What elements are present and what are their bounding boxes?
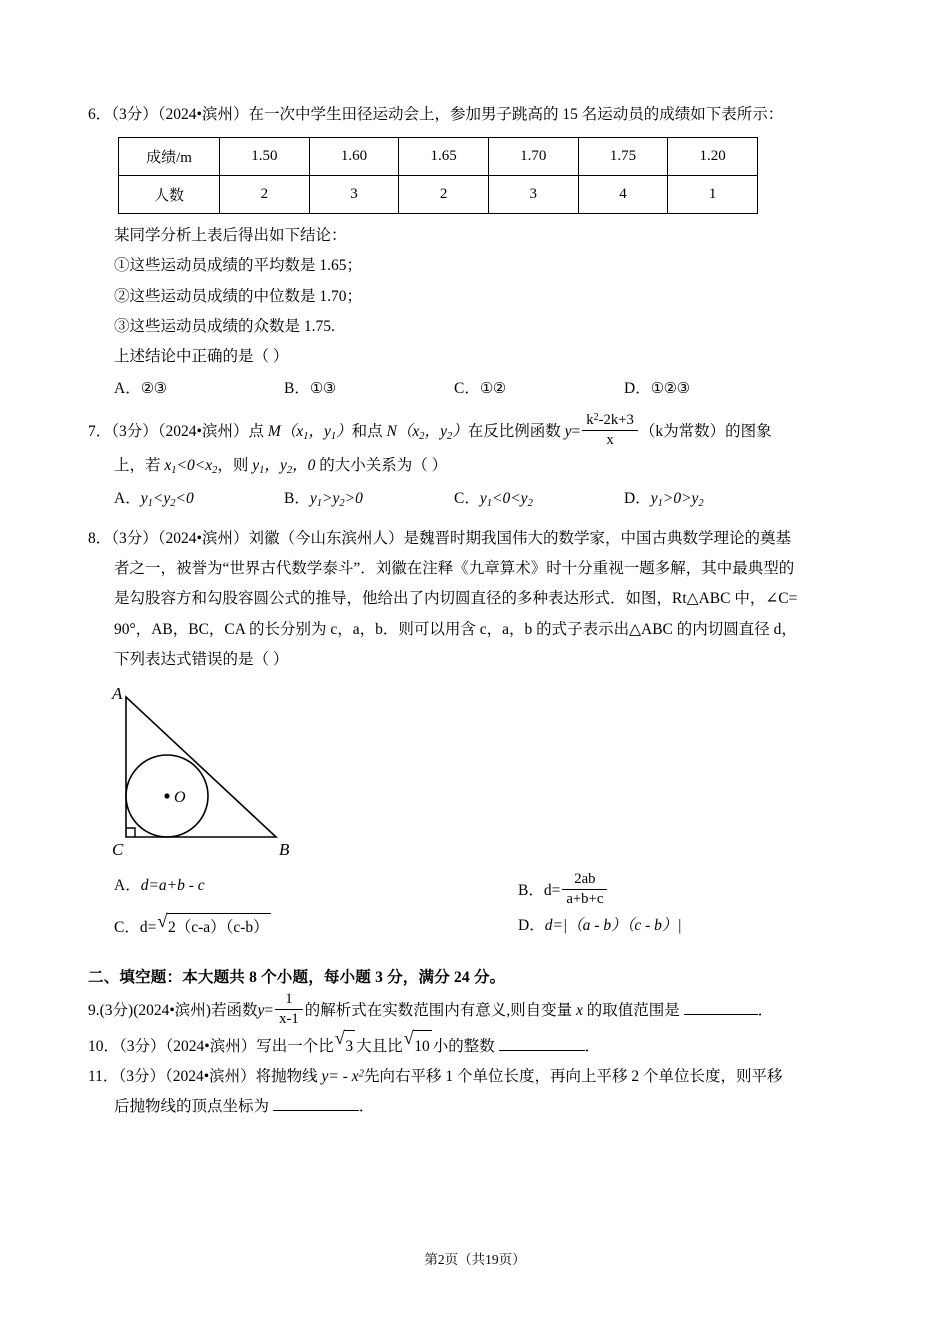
q10-radical-2: [404, 1030, 432, 1062]
q6-option-c-text: ①②: [479, 381, 506, 398]
q6-option-c[interactable]: [454, 376, 506, 398]
q7-option-d-letter: D．: [624, 489, 651, 507]
q8-number: 8．: [88, 529, 112, 547]
q7-line2-b: ，则: [217, 457, 249, 475]
q9-tail: ．: [757, 1001, 774, 1019]
page-number-label: 第2页（共19页）: [424, 1252, 526, 1267]
q11-parabola-equation: $y= - x^2$: [321, 1068, 364, 1086]
q9-fraction-denominator: x-1: [279, 1010, 299, 1027]
q6-count-cell: 3: [309, 176, 399, 214]
q8-options-row-1: [88, 869, 868, 909]
q8-option-a[interactable]: [114, 873, 205, 895]
q6-score-cell: 1.75: [578, 138, 668, 176]
q7-option-a-text: $y_1<y_2<0$: [140, 489, 194, 509]
q8-line-2: 者之一，被誉为“世界古代数学泰斗”．刘徽在注释《九章算术》时十分重视一题多解，其中最典型的: [114, 560, 795, 578]
q10-radicand-2: 10: [413, 1030, 432, 1062]
q7-option-d[interactable]: [624, 486, 704, 509]
q6-option-a-letter: A．: [114, 380, 141, 398]
q10-radical-1: [335, 1030, 355, 1062]
q8-option-b-lhs: d=: [543, 881, 561, 899]
q8-points: （3分）: [111, 529, 158, 547]
q6-row-label-score: 成绩/m: [119, 138, 220, 176]
q6-count-cell: 3: [488, 176, 578, 214]
q6-points: （3分）: [111, 106, 158, 123]
q11-stem-line-1: [88, 1062, 868, 1092]
q6-number: 6．: [88, 106, 112, 123]
q11-text-2: 先向右平移 1 个单位长度，再向上平移 2 个单位长度，则平移: [363, 1068, 783, 1086]
q6-count-cell: 2: [399, 176, 489, 214]
q6-score-cell: 1.65: [399, 138, 489, 176]
q7-n-args: （$x_2$，$y_2$）: [396, 423, 468, 443]
q7-line2-c: 的大小关系为（ ）: [319, 457, 448, 475]
q6-body: [88, 221, 868, 372]
q10-source: （2024•滨州）: [165, 1037, 257, 1055]
q9-text-2: 的解析式在实数范围内有意义,则自变量: [304, 1001, 573, 1019]
q9-text-3: 的取值范围是: [586, 1001, 680, 1019]
q6-option-d[interactable]: [624, 376, 690, 398]
q8-option-d-text: d=|（a - b）（c - b）|: [544, 916, 682, 934]
q6-lead-in: 某同学分析上表后得出如下结论：: [114, 227, 347, 245]
q7-fraction-denominator: x: [606, 432, 614, 449]
q7-option-c-text: $y_1<0<y_2$: [479, 489, 533, 509]
q9-answer-blank[interactable]: [684, 999, 758, 1015]
q10-text-2: 大且比: [356, 1037, 403, 1055]
q9-fraction-numerator: 1: [275, 991, 303, 1010]
radical-sign-icon: √: [157, 911, 168, 932]
q6-stem-line: [88, 100, 868, 130]
q9-text-1: 若函数: [210, 1001, 258, 1019]
q6-score-cell: 1.60: [309, 138, 399, 176]
question-11: [88, 1062, 868, 1122]
right-angle-marker: [126, 828, 135, 837]
question-8: [88, 524, 868, 675]
vertex-label-a: A: [112, 684, 123, 703]
q6-score-cell: 1.50: [220, 138, 310, 176]
q6-options: [88, 376, 868, 402]
q11-source: （2024•滨州）: [164, 1068, 256, 1086]
page-content: [88, 100, 868, 1122]
q8-option-b[interactable]: [518, 870, 609, 910]
q7-option-c[interactable]: [454, 486, 533, 509]
q8-option-b-denominator: a+b+c: [566, 890, 604, 907]
q6-option-a-text: ②③: [140, 381, 167, 398]
q11-stem-line-2: [88, 1092, 868, 1122]
q7-option-b[interactable]: [284, 486, 363, 509]
q9-source: (2024•滨州): [133, 1001, 211, 1019]
q8-stem-line-1: [88, 524, 868, 554]
q7-stem-line-2: [88, 451, 868, 482]
q8-line-5: 下列表达式错误的是（ ）: [114, 650, 289, 668]
vertex-label-b: B: [279, 839, 290, 859]
q6-conclusion-2: ②这些运动员成绩的中位数是 1.70；: [114, 287, 363, 305]
table-row: [119, 138, 758, 176]
q10-tail: ．: [584, 1037, 601, 1055]
q7-point-n: N: [386, 423, 397, 441]
q8-option-c-radicand: 2（c-a）（c-b）: [167, 913, 271, 937]
q6-option-d-text: ①②③: [650, 381, 690, 398]
q6-option-c-letter: C．: [454, 380, 480, 398]
question-7: [88, 414, 868, 482]
q7-m-args: （$x_1$，$y_1$）: [280, 423, 352, 443]
q6-count-cell: 4: [578, 176, 668, 214]
q7-text-4: （k为常数）的图象: [639, 423, 772, 441]
q8-option-b-numerator: 2ab: [562, 871, 607, 890]
question-10: [88, 1030, 868, 1062]
section-2-heading: 二、填空题：本大题共 8 个小题，每小题 3 分，满分 24 分。: [88, 968, 506, 986]
q9-variable: x: [576, 1001, 583, 1019]
q8-options-row-2: [88, 909, 868, 949]
q6-option-a[interactable]: [114, 376, 167, 398]
q6-count-cell: 2: [220, 176, 310, 214]
center-label-o: O: [174, 788, 186, 806]
q7-text-2: 和点: [351, 423, 383, 441]
q8-line-1: 刘徽（今山东滨州人）是魏晋时期我国伟大的数学家，中国古典数学理论的奠基: [248, 529, 791, 547]
q9-points: (3分): [99, 1001, 134, 1019]
q8-option-c-letter: C．: [114, 918, 140, 936]
q7-options: [88, 486, 868, 512]
q8-source: （2024•滨州）: [157, 529, 249, 547]
q7-inequality: $x_1<0<x_2$: [164, 457, 218, 477]
q9-number: 9.: [88, 1001, 100, 1019]
q8-line-3: 是勾股容方和勾股容圆公式的推导，他给出了内切圆直径的多种表达形式．如图，Rt△ABC 中，∠C=: [114, 590, 798, 608]
q6-score-cell: 1.20: [668, 138, 758, 176]
q11-tail: ．: [358, 1098, 375, 1116]
q8-figure: [104, 685, 868, 865]
q11-line2-a: 后抛物线的顶点坐标为: [114, 1098, 270, 1116]
q7-text-3: 在反比例函数: [467, 423, 561, 441]
page-footer: [0, 1248, 950, 1268]
q10-points: （3分）: [119, 1037, 166, 1055]
q7-line2-a: 上，若: [114, 457, 161, 475]
q11-answer-blank[interactable]: [273, 1096, 359, 1112]
q6-conclusion-3: ③这些运动员成绩的众数是 1.75.: [114, 317, 335, 335]
q9-func-lhs: y: [257, 1001, 265, 1019]
q6-option-b-letter: B．: [284, 380, 310, 398]
q7-fraction: [582, 412, 638, 449]
vertex-label-c: C: [112, 839, 124, 859]
q7-text-1: 点: [248, 423, 264, 441]
q8-option-a-text: d=a+b - c: [140, 876, 205, 894]
q7-option-d-text: $y_1>0>y_2$: [650, 489, 704, 509]
question-9: [88, 990, 868, 1030]
q10-answer-blank[interactable]: [499, 1035, 585, 1051]
q7-option-a-letter: A．: [114, 489, 141, 507]
right-triangle-with-incircle-diagram: [104, 685, 309, 860]
q6-stem-text: 在一次中学生田径运动会上，参加男子跳高的 15 名运动员的成绩如下表所示：: [248, 106, 784, 123]
q6-option-d-letter: D．: [624, 380, 651, 398]
q8-option-b-fraction: [562, 871, 607, 908]
q9-fraction: [275, 991, 303, 1028]
q11-points: （3分）: [118, 1068, 165, 1086]
incircle-center-dot: [164, 793, 169, 798]
q6-score-table: [118, 137, 758, 214]
q8-option-d[interactable]: [518, 913, 682, 935]
q7-stem-line-1: 7．（3分）（2024•滨州）点 $M(x_1$，$y_1$）和点 $N(x_2$，$y_2$）在反比例函数 y= $\frac{k^2-2k+3}{x}$ （k为常数）的图象: [88, 412, 772, 449]
q6-score-cell: 1.70: [488, 138, 578, 176]
q11-text-1: 将抛物线: [255, 1068, 318, 1086]
q7-option-b-letter: B．: [284, 489, 310, 507]
q6-count-cell: 1: [668, 176, 758, 214]
q10-stem-line: [88, 1030, 868, 1062]
table-row: [119, 176, 758, 214]
q6-question-prompt: 上述结论中正确的是（ ）: [114, 348, 289, 366]
q6-option-b-text: ①③: [309, 381, 336, 398]
radical-sign-icon: √: [403, 1028, 414, 1049]
q11-number: 11．: [88, 1068, 119, 1086]
q10-number: 10．: [88, 1037, 120, 1055]
q10-text-3: 小的整数: [432, 1037, 495, 1055]
q6-option-b[interactable]: [284, 376, 336, 398]
q7-fraction-numerator: $k^2-2k+3$: [582, 412, 638, 431]
q6-conclusion-1: ①这些运动员成绩的平均数是 1.65；: [114, 257, 363, 275]
q9-stem-line: 9.(3分)(2024•滨州)若函数y= $\frac{1}{x-1}$ 的解析式在实数范围内有意义,则自变量 x 的取值范围是 ．: [88, 990, 774, 1027]
q8-option-c-lhs: d=: [139, 918, 157, 936]
question-6: [88, 100, 868, 130]
q7-source: （2024•滨州）: [157, 423, 249, 441]
q10-text-1: 写出一个比: [256, 1037, 334, 1055]
q7-number: 7．: [88, 423, 112, 441]
q8-option-a-letter: A．: [114, 876, 141, 894]
q7-option-b-text: $y_1>y_2>0$: [309, 489, 363, 509]
q8-line-4: 90°，AB，BC，CA 的长分别为 c，a，b．则可以用含 c，a，b 的式子表示出△ABC 的内切圆直径 d，: [114, 620, 797, 638]
q8-option-b-letter: B．: [518, 881, 544, 899]
triangle-abc-shape: [126, 697, 276, 837]
q10-radicand-1: 3: [344, 1030, 355, 1062]
q7-option-c-letter: C．: [454, 489, 480, 507]
q7-points: （3分）: [111, 423, 158, 441]
q8-option-c-radical: [157, 913, 270, 937]
q7-func-lhs: y: [564, 423, 572, 441]
q7-point-m: M: [267, 423, 281, 441]
q6-row-label-count: 人数: [119, 176, 220, 214]
q7-option-a[interactable]: [114, 486, 194, 509]
q8-option-c[interactable]: [114, 913, 272, 937]
q7-vars: $y_1$，$y_2$，0: [252, 457, 316, 477]
radical-sign-icon: √: [334, 1028, 345, 1049]
q6-source: （2024•滨州）: [157, 106, 249, 123]
q8-option-d-letter: D．: [518, 916, 545, 934]
